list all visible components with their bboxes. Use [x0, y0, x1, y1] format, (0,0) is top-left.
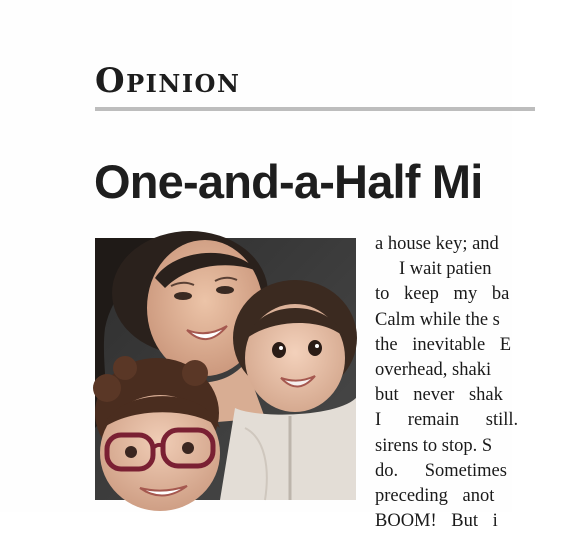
- family-selfie-photo: [95, 238, 356, 500]
- article-headline: One-and-a-Half Mi: [94, 155, 483, 208]
- article-body-column: [375, 232, 575, 534]
- section-label: Opinion: [95, 61, 241, 101]
- body-line: I remain still.: [375, 410, 519, 431]
- body-line: the inevitable E: [375, 334, 512, 355]
- section-divider: [95, 107, 535, 111]
- body-line: I wait patien: [399, 259, 492, 280]
- body-line: to keep my ba: [375, 284, 510, 305]
- body-line: Calm while the s: [375, 309, 500, 330]
- body-line: but never shak: [375, 385, 503, 406]
- body-line: BOOM! But i: [375, 511, 498, 532]
- body-line: a house key; and: [375, 234, 499, 254]
- body-line: sirens to stop. S: [375, 435, 493, 456]
- body-line: do. Sometimes: [375, 460, 507, 481]
- body-line: overhead, shaki: [375, 360, 492, 381]
- body-line: preceding anot: [375, 486, 495, 507]
